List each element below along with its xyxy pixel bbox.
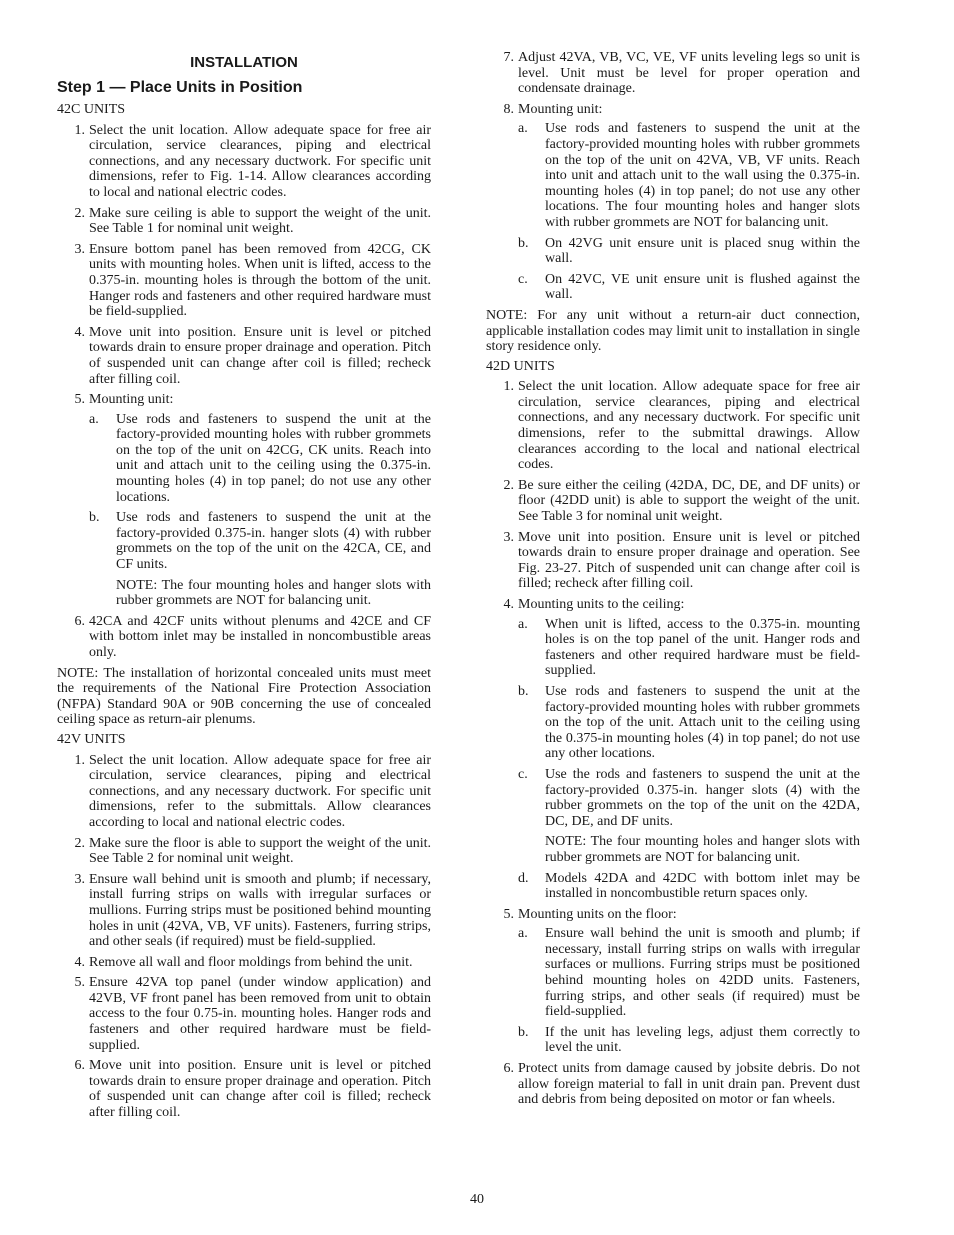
sub-item — [89, 412, 431, 506]
item-number: 4. — [74, 324, 85, 340]
42d-units-heading: 42D UNITS — [486, 358, 555, 374]
item-number: 3. — [503, 529, 514, 545]
sub-item — [518, 272, 860, 303]
item-number: 8. — [503, 101, 514, 117]
item-text: Protect units from damage caused by jobsite debris. Do not allow foreign material to fall in unit drain pan. Prevent dust and debris from being deposited on motor or fan wheels. — [518, 1061, 860, 1108]
list-item — [57, 392, 431, 609]
item-number: 1. — [74, 752, 85, 768]
sub-list — [518, 617, 860, 902]
42d-units-list — [486, 379, 860, 1108]
sub-item — [518, 1025, 860, 1056]
list-item — [486, 50, 860, 97]
list-item — [57, 975, 431, 1053]
sub-item-text: Use rods and fasteners to suspend the unit at the factory-provided mounting holes with rubber grommets on the top of the unit. Attach unit to the ceiling using the 0.375-in mounting holes (4) in top panel; do not use any other locations. — [545, 683, 860, 762]
sub-item-letter: d. — [518, 870, 529, 886]
sub-item-text: On 42VG unit ensure unit is placed snug within the wall. — [545, 235, 860, 267]
item-number: 4. — [74, 954, 85, 970]
item-text: Mounting unit: — [518, 101, 603, 117]
42v-units-heading: 42V UNITS — [57, 731, 126, 747]
sub-item — [518, 926, 860, 1020]
sub-item-text: Use the rods and fasteners to suspend the unit at the factory-provided 0.375-in. hanger slots (4) with the rubber grommets on the top of the unit on the 42DA, DC, DE, and DF units. — [545, 766, 860, 829]
sub-item-letter: a. — [518, 121, 528, 137]
list-item — [486, 597, 860, 902]
item-number: 7. — [503, 50, 514, 65]
sub-item-letter: b. — [518, 235, 529, 251]
item-number: 2. — [74, 835, 85, 851]
sub-item — [518, 617, 860, 679]
list-item — [486, 1061, 860, 1108]
item-number: 1. — [503, 379, 514, 395]
left-column — [57, 50, 431, 1126]
item-number: 4. — [503, 597, 514, 612]
item-text: Select the unit location. Allow adequate space for free air circulation, service clearances, piping and electrical connections, and any necessary ductwork. For specific unit dimensions, refer to the submittals. Allow clearances according to local and national electric codes. — [89, 752, 431, 830]
list-item — [57, 1058, 431, 1120]
sub-item — [518, 121, 860, 230]
42v-note: NOTE: For any unit without a return-air duct connection, applicable installation codes may limit unit to installation in single story residence only. — [486, 307, 860, 355]
list-item — [57, 955, 431, 971]
list-item — [57, 123, 431, 201]
item-number: 2. — [74, 205, 85, 221]
item-number: 1. — [74, 122, 85, 138]
step-title: Step 1 — Place Units in Position — [57, 79, 303, 96]
item-text: 42CA and 42CF units without plenums and 42CE and CF with bottom inlet may be installed in noncombustible areas only. — [89, 613, 431, 660]
list-item — [57, 206, 431, 237]
inner-note: NOTE: The four mounting holes and hanger slots with rubber grommets are NOT for balancing unit. — [545, 834, 860, 865]
list-item — [57, 872, 431, 950]
sub-item-text: Use rods and fasteners to suspend the unit at the factory-provided 0.375-in. hanger slots (4) with rubber grommets on the top of the unit on the 42CA, CE, and CF units. — [116, 510, 431, 573]
item-text: Make sure ceiling is able to support the weight of the unit. See Table 1 for nominal unit weight. — [89, 205, 431, 237]
item-number: 5. — [74, 975, 85, 991]
sub-item-letter: b. — [518, 683, 529, 699]
item-text: Select the unit location. Allow adequate space for free air circulation, service clearances, piping and electrical connections, and any necessary ductwork. For specific unit dimensions, refer to Fig. 1-14. Allow clearances according to local and national electric codes. — [89, 122, 431, 200]
item-text: Move unit into position. Ensure unit is level or pitched towards drain to ensure proper drainage and operation. See Fig. 23-27. Pitch of suspended unit can change after coil is filled; recheck after filling coil. — [518, 529, 860, 592]
list-item — [57, 325, 431, 387]
42v-units-list — [57, 753, 431, 1121]
sub-item-text: If the unit has leveling legs, adjust them correctly to level the unit. — [545, 1024, 860, 1056]
inner-note: NOTE: The four mounting holes and hanger slots with rubber grommets are NOT for balancing unit. — [116, 577, 431, 609]
sub-item-letter: a. — [518, 926, 528, 942]
right-column — [486, 50, 860, 1113]
item-text: Mounting unit: — [89, 392, 174, 408]
sub-item — [518, 236, 860, 267]
list-item — [486, 907, 860, 1056]
item-number: 5. — [503, 906, 514, 922]
item-number: 3. — [74, 871, 85, 887]
item-text: Select the unit location. Allow adequate space for free air circulation, service clearances, piping and electrical connections, and any necessary ductwork. For specific unit dimensions, refer to the submittal drawings. Allow clearances according to the local and national electrical codes. — [518, 379, 860, 473]
sub-list — [518, 926, 860, 1056]
list-item — [486, 478, 860, 525]
item-number: 5. — [74, 392, 85, 408]
sub-item-text: Use rods and fasteners to suspend the unit at the factory-provided mounting holes with rubber grommets on the top of the unit on 42CG, CK units. Reach into unit and attach unit to the ceiling using the 0.375-in. mounting holes (4) in top panel; do not use any other locations. — [116, 411, 431, 505]
sub-item-letter: b. — [518, 1024, 529, 1040]
sub-item-letter: a. — [518, 616, 528, 632]
item-number: 2. — [503, 477, 514, 493]
sub-item-letter: c. — [518, 766, 528, 782]
item-text: Move unit into position. Ensure unit is level or pitched towards drain to ensure proper drainage and operation. Pitch of suspended unit can change after coil is filled; recheck after filling coil. — [89, 324, 431, 387]
item-text: Mounting units on the floor: — [518, 906, 677, 922]
sub-item-text: When unit is lifted, access to the 0.375-in. mounting holes is on the top panel of the unit. Hanger rods and fasteners and other required hardware must be field-supplied. — [545, 616, 860, 679]
item-number: 6. — [74, 1058, 85, 1074]
sub-item-text: Models 42DA and 42DC with bottom inlet may be installed in noncombustible return spaces only. — [545, 870, 860, 902]
sub-item — [518, 684, 860, 762]
list-item — [57, 242, 431, 320]
item-number: 6. — [503, 1061, 514, 1077]
sub-item-text: On 42VC, VE unit ensure unit is flushed against the wall. — [545, 271, 860, 303]
item-text: Remove all wall and floor moldings from behind the unit. — [89, 954, 413, 970]
42c-units-heading: 42C UNITS — [57, 102, 126, 117]
sub-item — [89, 510, 431, 609]
list-item — [57, 614, 431, 661]
sub-item-letter: c. — [518, 271, 528, 287]
item-text: Ensure bottom panel has been removed from 42CG, CK units with mounting holes. When unit is lifted, access to the 0.375-in. mounting holes is through the bottom of the unit. Hanger rods and fasteners and other required hardware must be field-supplied. — [89, 241, 431, 320]
item-text: Move unit into position. Ensure unit is level or pitched towards drain to ensure proper drainage and operation. Pitch of suspended unit can change after coil is filled; recheck after filling coil. — [89, 1058, 431, 1121]
sub-item-letter: a. — [89, 411, 99, 427]
list-item — [57, 753, 431, 831]
item-text: Ensure wall behind unit is smooth and plumb; if necessary, install furring strips on walls with irregular surfaces or mullions. Furring strips must be positioned behind mounting holes in unit (42VA, VB, VF units). Fasteners, furring strips, and other seals (if required) must be field-supplied. — [89, 871, 431, 950]
list-item — [486, 102, 860, 303]
sub-item-text: Use rods and fasteners to suspend the unit at the factory-provided mounting holes with rubber grommets on the top of the unit on 42VA, VB, VF units. Reach into unit and attach unit to the wall using the 0.375-in. mounting holes (4) in top panel; do not use any other locations. The four mounting holes and hanger slots with rubber grommets are NOT for balancing unit. — [545, 121, 860, 230]
item-text: Be sure either the ceiling (42DA, DC, DE, and DF units) or floor (42DD unit) is able to support the weight of the unit. See Table 3 for nominal unit weight. — [518, 477, 860, 525]
sub-item — [518, 767, 860, 866]
item-number: 3. — [74, 241, 85, 257]
item-text: Ensure 42VA top panel (under window application) and 42VB, VF front panel has been removed from unit to obtain access to the four 0.75-in. mounting holes. Hanger rods and fasteners and other required hardware must be field-supplied. — [89, 975, 431, 1053]
section-title: INSTALLATION — [190, 54, 298, 71]
42v-units-list-continued — [486, 50, 860, 303]
item-text: Mounting units to the ceiling: — [518, 597, 685, 612]
42c-units-list — [57, 123, 431, 661]
sub-list — [89, 412, 431, 609]
page-number: 40 — [470, 1192, 484, 1207]
item-text: Adjust 42VA, VB, VC, VE, VF units leveling legs so unit is level. Unit must be level for proper operation and condensate drainage. — [518, 50, 860, 97]
list-item — [486, 379, 860, 473]
42c-note: NOTE: The installation of horizontal concealed units must meet the requirements of the National Fire Protection Association (NFPA) Standard 90A or 90B concerning the use of concealed ceiling space as return-air plenums. — [57, 665, 431, 728]
sub-item-letter: b. — [89, 510, 100, 526]
list-item — [57, 836, 431, 867]
sub-item — [518, 871, 860, 902]
list-item — [486, 530, 860, 592]
sub-list — [518, 121, 860, 303]
sub-item-text: Ensure wall behind the unit is smooth and plumb; if necessary, install furring strips on walls with irregular surfaces or mullions. Furring strips must be positioned behind mounting holes on 42DD units. Fasteners, furring strips, and other seals (if required) must be field-supplied. — [545, 926, 860, 1020]
item-number: 6. — [74, 613, 85, 629]
item-text: Make sure the floor is able to support the weight of the unit. See Table 2 for nominal unit weight. — [89, 835, 431, 867]
